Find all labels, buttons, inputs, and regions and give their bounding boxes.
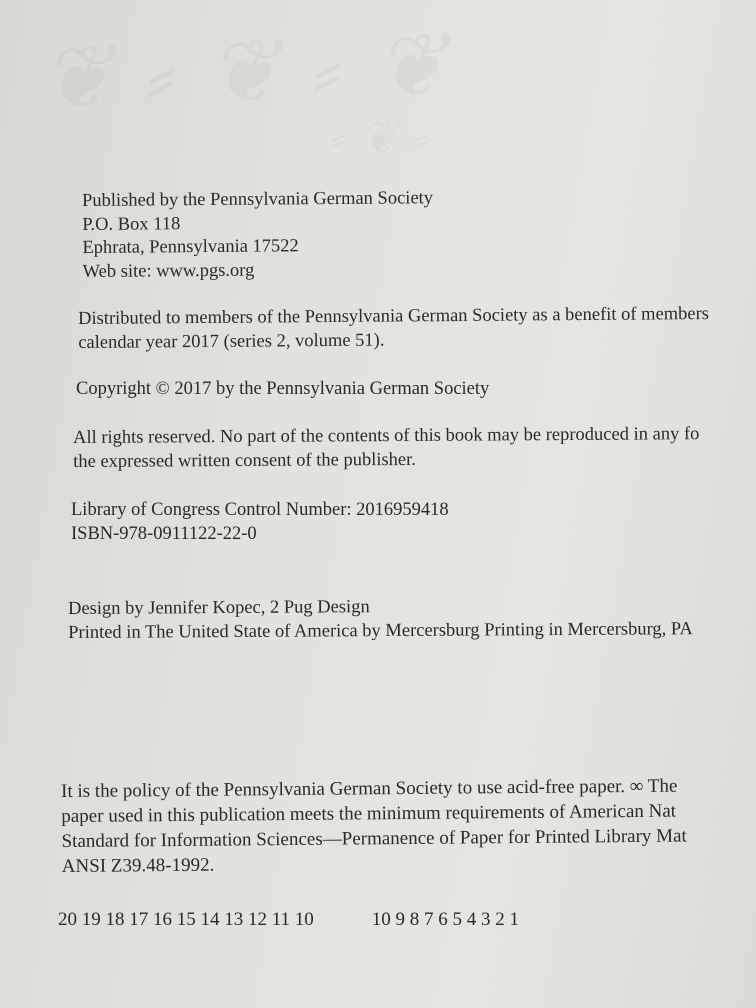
publisher-line: Published by the Pennsylvania German Society (82, 188, 434, 211)
rights-line-2: the expressed written consent of the publisher. (73, 449, 416, 472)
credits-block (68, 594, 693, 645)
year-numbers: 20 19 18 17 16 15 14 13 12 11 10 (58, 909, 314, 930)
isbn-line: ISBN-978-0911122-22-0 (71, 523, 257, 544)
rights-statement (73, 423, 700, 474)
policy-line-2: paper used in this publication meets the minimum requirements of American Nat (61, 800, 677, 827)
impression-numbers: 10 9 8 7 6 5 4 3 2 1 (371, 909, 520, 930)
design-credit: Design by Jennifer Kopec, 2 Pug Design (68, 597, 370, 619)
printer-credit: Printed in The United State of America by Mercersburg Printing in Mercersburg, PA (68, 618, 693, 643)
distribution-line-2: calendar year 2017 (series 2, volume 51). (78, 330, 385, 353)
lccn-line: Library of Congress Control Number: 2016959418 (71, 500, 449, 520)
paper-policy (61, 774, 687, 879)
library-block (71, 499, 449, 546)
distribution-line-1: Distributed to members of the Pennsylvania German Society as a benefit of members (78, 304, 710, 329)
publisher-website: Web site: www.pgs.org (82, 260, 255, 282)
publisher-block (82, 187, 434, 284)
policy-line-4: ANSI Z39.48-1992. (61, 854, 215, 877)
publisher-address: P.O. Box 118 (82, 213, 181, 235)
policy-line-3: Standard for Information Sciences—Permanence of Paper for Printed Library Mat (61, 825, 687, 852)
printing-numbers (58, 908, 519, 932)
show-through-subtitle (330, 110, 428, 164)
publisher-city: Ephrata, Pennsylvania 17522 (82, 236, 299, 258)
distribution-statement (78, 303, 709, 355)
copyright-statement (76, 378, 489, 402)
policy-line-1: It is the policy of the Pennsylvania German Society to use acid-free paper. ∞ The (61, 775, 678, 802)
copyright-line: Copyright © 2017 by the Pennsylvania German Society (76, 379, 490, 399)
rights-line-1: All rights reserved. No part of the contents of this book may be reproduced in any fo (73, 424, 700, 448)
